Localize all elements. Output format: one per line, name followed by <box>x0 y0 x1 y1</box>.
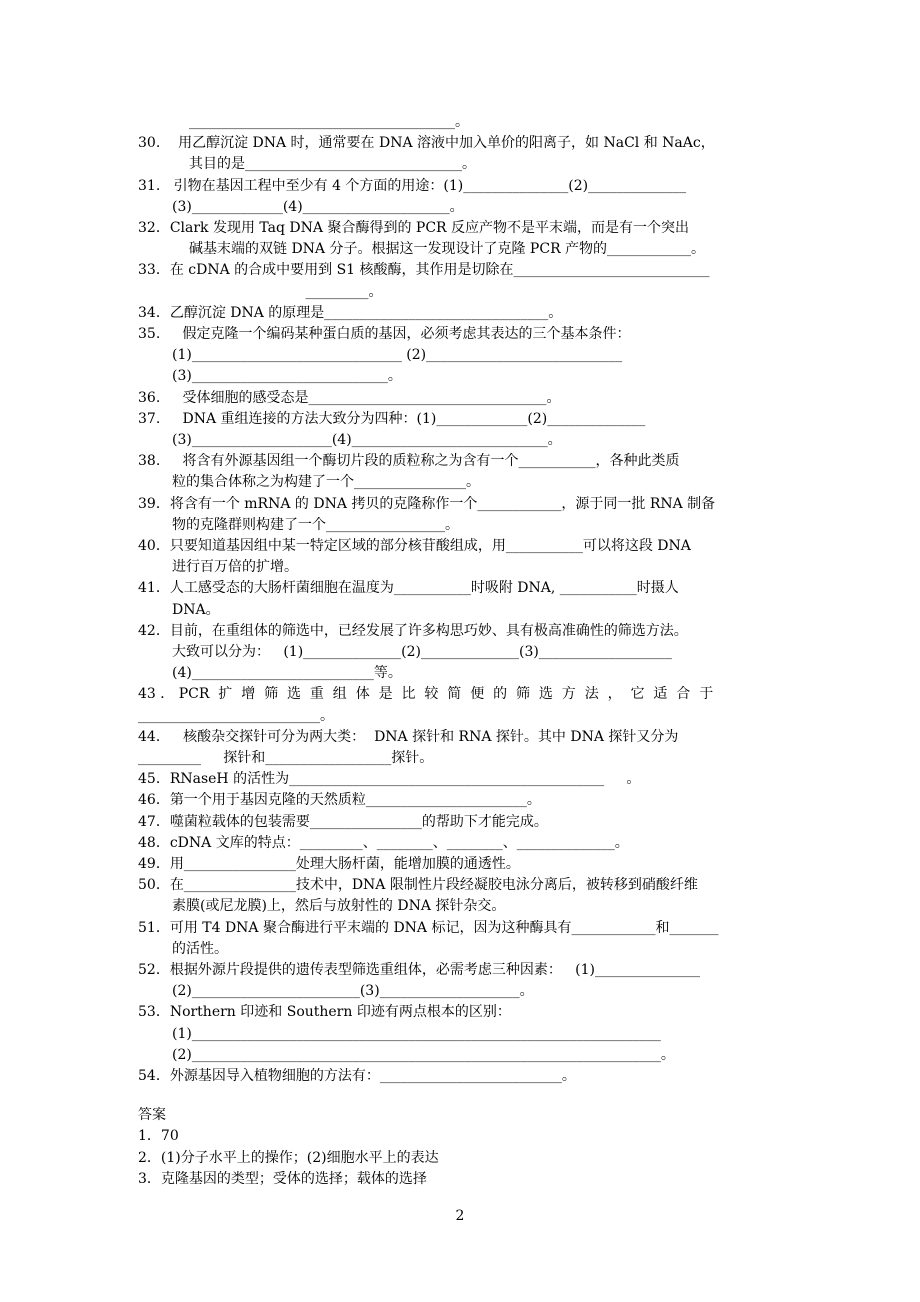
text-line: (4)__________________________等。 <box>172 665 402 681</box>
text-line: _________。 <box>172 284 383 300</box>
text-line: 进行百万倍的扩增。 <box>172 559 298 575</box>
text-line: 粒的集合体称之为构建了一个________________。 <box>172 474 480 490</box>
text-line: 2．(1)分子水平上的操作；(2)细胞水平上的表达 <box>138 1150 439 1166</box>
page-number: 2 <box>455 1208 465 1224</box>
text-line: 51．可用 T4 DNA 聚合酶进行平末端的 DNA 标记，因为这种酶具有____________和_______ <box>138 920 719 936</box>
text-line: 30. 用乙醇沉淀 DNA 时，通常要在 DNA 溶液中加入单价的阳离子，如 NaCl 和 NaAc， <box>138 135 715 151</box>
text-line: (3)____________________(4)____________________________。 <box>172 432 562 448</box>
text-line: 的活性。 <box>172 941 228 957</box>
text-line: 53．Northern 印迹和 Southern 印迹有两点根本的区别： <box>138 1004 511 1020</box>
text-line: 47．噬菌粒载体的包装需要________________的帮助下才能完成。 <box>138 814 548 830</box>
text-line: 答案 <box>138 1107 166 1123</box>
text-line: 大致可以分为： (1)______________(2)______________(3)___________________ <box>172 644 672 660</box>
text-line: 31. 引物在基因工程中至少有 4 个方面的用途：(1)_______________(2)______________ <box>138 178 687 194</box>
text-line: 其目的是_______________________________。 <box>189 156 476 172</box>
text-line: 40．只要知道基因组中某一特定区域的部分核苷酸组成，用___________可以将这段 DNA <box>138 538 691 554</box>
text-line: (2)________________________(3)____________________。 <box>172 983 534 999</box>
text-line: 37. DNA 重组连接的方法大致分为四种：(1)_____________(2)______________ <box>138 411 646 427</box>
text-line: 44． 核酸杂交探针可分为两大类： DNA 探针和 RNA 探针。其中 DNA 探针又分为 <box>138 729 679 745</box>
text-line: 41．人工感受态的大肠杆菌细胞在温度为___________时吸附 DNA, ___________时摄人 <box>138 580 679 596</box>
text-line: 43 ． PCR 扩 增 筛 选 重 组 体 是 比 较 简 便 的 筛 选 方 法 ， 它 适 合 于 <box>138 686 714 702</box>
text-line: (2)___________________________________________________________________。 <box>172 1047 675 1063</box>
text-line: (3)____________________________。 <box>172 368 402 384</box>
text-line: 1．70 <box>138 1128 179 1144</box>
text-line: 49．用________________处理大肠杆菌，能增加膜的通透性。 <box>138 856 520 872</box>
text-line: 3．克隆基因的类型；受体的选择；载体的选择 <box>138 1171 427 1187</box>
text-line: ______________________________________。 <box>189 114 469 130</box>
text-line: _________ 探针和__________________探针。 <box>138 750 434 766</box>
text-line: 38. 将含有外源基因组一个酶切片段的质粒称之为含有一个___________，各种此类质 <box>138 453 680 469</box>
text-line: 46．第一个用于基因克隆的天然质粒_______________________。 <box>138 792 541 808</box>
text-line: (3)_____________(4)_____________________。 <box>172 199 464 215</box>
text-line: 54．外源基因导入植物细胞的方法有：__________________________。 <box>138 1068 576 1084</box>
text-line: 50．在________________技术中，DNA 限制性片段经凝胶电泳分离后，被转移到硝酸纤维 <box>138 877 698 893</box>
text-line: DNA。 <box>172 602 220 618</box>
text-line: 32．Clark 发现用 Taq DNA 聚合酶得到的 PCR 反应产物不是平末端，而是有一个突出 <box>138 220 690 236</box>
text-line: 39．将含有一个 mRNA 的 DNA 拷贝的克隆称作一个____________，源于同一批 RNA 制备 <box>138 496 716 512</box>
text-line: 物的克隆群则构建了一个_________________。 <box>172 517 459 533</box>
text-line: 33．在 cDNA 的合成中要用到 S1 核酸酶，其作用是切除在____________________________ <box>138 262 710 278</box>
text-line: 34．乙醇沉淀 DNA 的原理是________________________________。 <box>138 305 563 321</box>
text-line: 35. 假定克隆一个编码某种蛋白质的基因，必须考虑其表达的三个基本条件： <box>138 326 631 342</box>
text-line: 48．cDNA 文库的特点：_________、________、________、______________。 <box>138 835 629 851</box>
text-line: 素膜(或尼龙膜)上，然后与放射性的 DNA 探针杂交。 <box>172 898 506 914</box>
text-line: 52．根据外源片段提供的遗传表型筛选重组体，必需考虑三种因素： (1)_______________ <box>138 962 700 978</box>
text-line: (1)______________________________ (2)____________________________ <box>172 347 623 363</box>
text-line: 42．目前，在重组体的筛选中，已经发展了许多构思巧妙、具有极高准确性的筛选方法。 <box>138 623 688 639</box>
text-line: (1)___________________________________________________________________ <box>172 1026 661 1042</box>
text-line: 36. 受体细胞的感受态是__________________________________。 <box>138 390 561 406</box>
text-line: __________________________。 <box>138 708 334 724</box>
text-line: 碱基末端的双链 DNA 分子。根据这一发现设计了克隆 PCR 产物的____________。 <box>189 241 706 257</box>
text-line: 45．RNaseH 的活性为_____________________________________________ 。 <box>138 771 641 787</box>
